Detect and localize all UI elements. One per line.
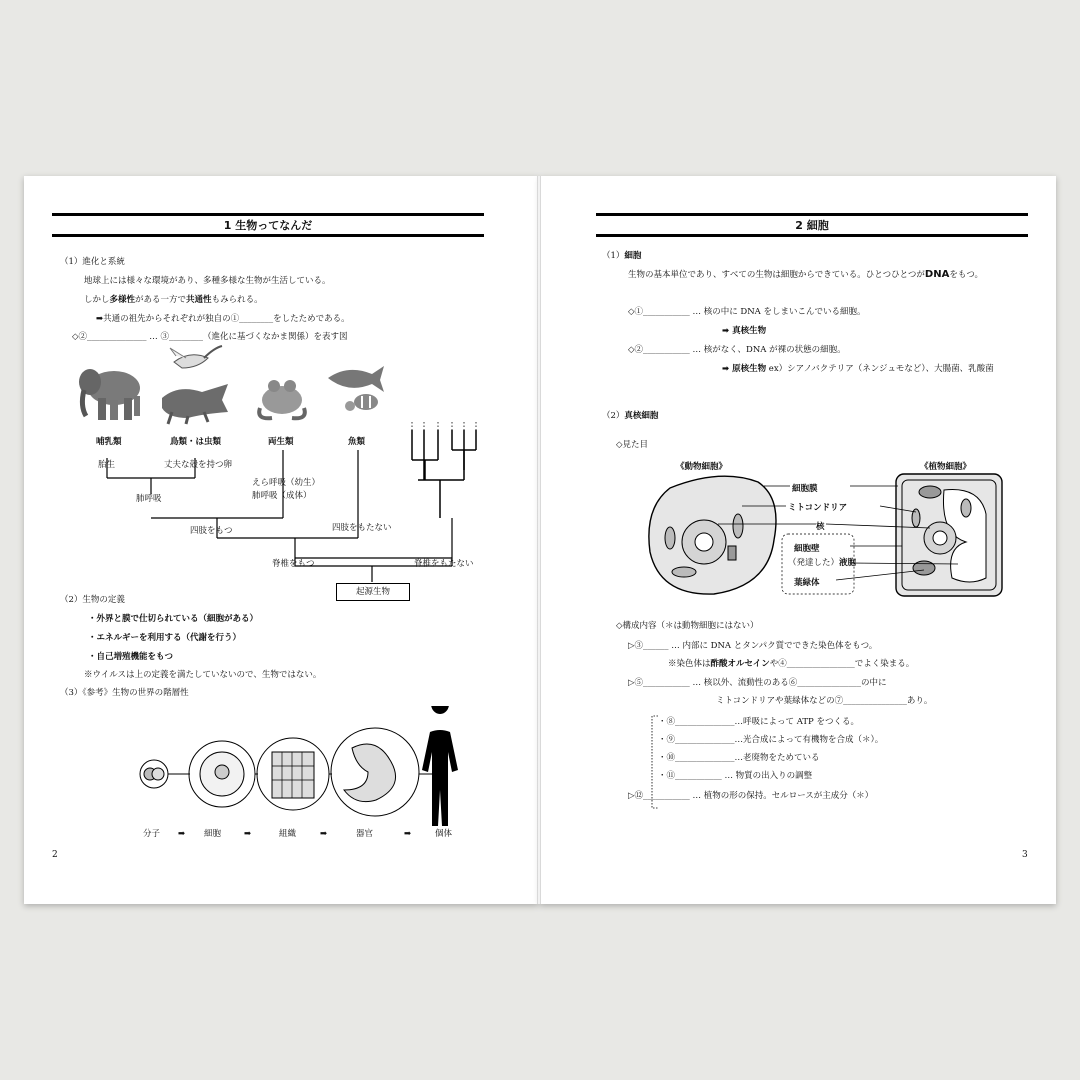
hierarchy-label: 分子 <box>143 829 161 839</box>
composition-item: ▷⑫___________ … 植物の形の保持。セルロースが主成分（＊） <box>628 791 874 801</box>
elephant-illustration <box>76 360 146 426</box>
section-heading: （3）《参考》生物の世界の階層性 <box>60 688 189 698</box>
cell-part-label: （発達した）液胞 <box>788 558 857 568</box>
arrow-icon: ➡ <box>178 829 186 839</box>
fish-illustration <box>324 364 386 416</box>
body-text: ◇②______________ … ③________（進化に基づくなかま関係）を表す図 <box>72 332 348 342</box>
section-heading: （1）進化と系統 <box>60 257 125 267</box>
hierarchy-label: 組織 <box>279 829 297 839</box>
tree-label: 脊椎をもつ <box>272 559 315 569</box>
hierarchy-label: 個体 <box>435 829 453 839</box>
plant-cell-title: 《植物細胞》 <box>920 462 972 472</box>
definition-item: ・外界と膜で仕切られている（細胞がある） <box>88 614 259 624</box>
swan-illustration <box>168 344 224 376</box>
composition-item: ミトコンドリアや葉緑体などの⑦_______________あり。 <box>716 696 933 706</box>
question-item: ◇①___________ … 核の中に DNA をしまいこんでいる細胞。 <box>628 307 866 317</box>
definition-item: ・エネルギーを利用する（代謝を行う） <box>88 633 242 643</box>
crocodile-illustration <box>158 378 230 426</box>
arrow-icon: ➡ <box>404 829 412 839</box>
page-number: 3 <box>1022 850 1028 860</box>
organelle-item: ・⑨______________…光合成によって有機物を合成（＊）。 <box>658 735 884 745</box>
arrow-icon: ➡ <box>320 829 328 839</box>
body-text: ➡共通の祖先からそれぞれが独自の①________をしたためである。 <box>96 314 350 324</box>
cell-part-label: 細胞膜 <box>792 484 818 494</box>
tree-label: 四肢をもたない <box>332 523 392 533</box>
phylogenetic-tree <box>52 420 492 610</box>
definition-item: ・自己増殖機能をもつ <box>88 652 174 662</box>
chapter-title-bar <box>596 213 1028 237</box>
hierarchy-label: 細胞 <box>204 829 222 839</box>
page-number: 2 <box>52 850 58 860</box>
group-label: 哺乳類 <box>96 437 122 447</box>
arrow-icon: ➡ <box>244 829 252 839</box>
cell-part-label: 核 <box>816 522 825 532</box>
animal-cell-title: 《動物細胞》 <box>676 462 728 472</box>
tree-label: 肺呼吸 <box>136 494 162 504</box>
group-label: 鳥類・は虫類 <box>170 437 222 447</box>
organelle-item: ・⑩______________…老廃物をためている <box>658 753 820 763</box>
composition-item: ▷③______ … 内部に DNA とタンパク質でできた染色体をもつ。 <box>628 641 878 651</box>
sub-heading: ◇構成内容（＊は動物細胞にはない） <box>616 621 759 631</box>
composition-note: ※染色体は酢酸オルセインや④________________でよく染まる。 <box>668 659 915 669</box>
tree-label: えら呼吸（幼生） <box>252 478 321 488</box>
cell-part-label: 葉緑体 <box>794 578 820 588</box>
answer-text: ➡ 原核生物 ex）シアノバクテリア（ネンジュモなど）、大腸菌、乳酸菌 <box>722 364 994 374</box>
tree-label: 胎生 <box>98 460 116 470</box>
composition-item: ▷⑤___________ … 核以外、流動性のある⑥_______________の中に <box>628 678 887 688</box>
tree-label: 脊椎をもたない <box>414 559 474 569</box>
book-gutter <box>537 176 541 904</box>
virus-note: ※ウイルスは上の定義を満たしていないので、生物ではない。 <box>84 670 322 680</box>
tree-label: 肺呼吸（成体） <box>252 491 312 501</box>
body-text: しかし多様性がある一方で共通性もみられる。 <box>84 295 263 305</box>
chapter-title: 2 細胞 <box>795 219 829 232</box>
question-item: ◇②___________ … 核がなく、DNA が裸の状態の細胞。 <box>628 345 846 355</box>
chapter-title: 1 生物ってなんだ <box>223 219 313 232</box>
cell-diagram <box>640 468 1010 602</box>
group-label: 両生類 <box>268 437 294 447</box>
section-heading: （2）真核細胞 <box>602 411 659 421</box>
sub-heading: ◇見た目 <box>616 440 649 450</box>
frog-illustration <box>254 374 310 424</box>
chapter-title-bar <box>52 213 484 237</box>
organelle-item: ・⑧______________…呼吸によって ATP をつくる。 <box>658 717 859 727</box>
origin-box: 起源生物 <box>336 583 410 601</box>
cell-part-label: ミトコンドリア <box>788 503 848 513</box>
answer-text: ➡ 真核生物 <box>722 326 767 336</box>
body-text: 地球上には様々な環境があり、多種多様な生物が生活している。 <box>84 276 331 286</box>
tree-label: 丈夫な殻を持つ卵 <box>164 460 233 470</box>
group-label: 魚類 <box>348 437 366 447</box>
hierarchy-label: 器官 <box>356 829 374 839</box>
hierarchy-illustration <box>130 706 470 826</box>
section-heading: （2）生物の定義 <box>60 595 125 605</box>
tree-label: 四肢をもつ <box>190 526 233 536</box>
body-text: 生物の基本単位であり、すべての生物は細胞からできている。ひとつひとつがDNAをもつ。 <box>628 269 984 280</box>
organelle-item: ・⑪___________ … 物質の出入りの調整 <box>658 771 813 781</box>
cell-part-label: 細胞壁 <box>794 544 820 554</box>
section-heading: （1）細胞 <box>602 251 642 261</box>
